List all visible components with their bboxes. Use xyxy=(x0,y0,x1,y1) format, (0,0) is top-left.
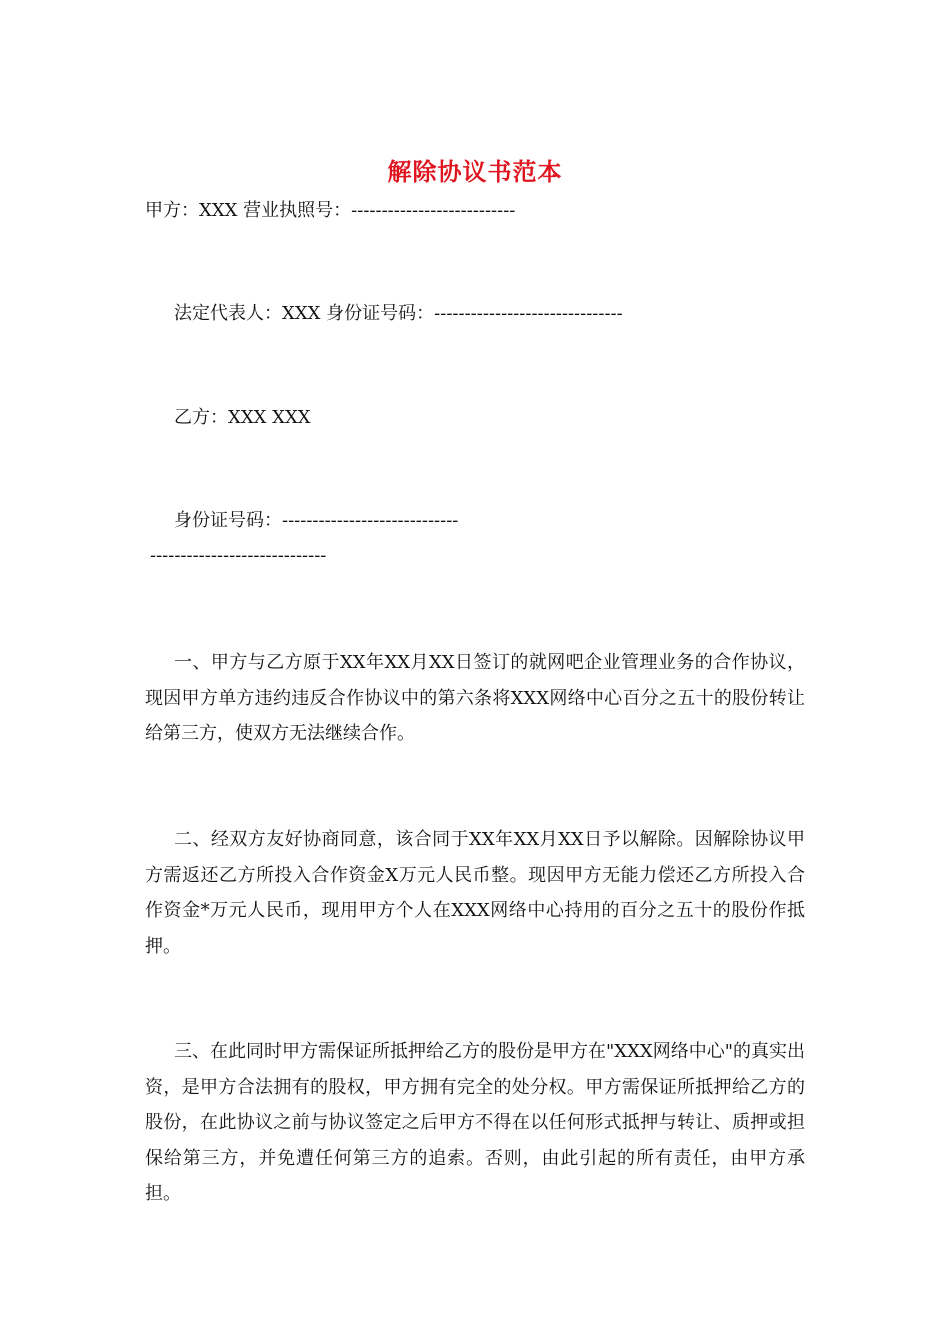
clause-2-paragraph: 二、经双方友好协商同意，该合同于XX年XX月XX日予以解除。因解除协议甲方需返还乙方所投入合作资金X万元人民币整。现因甲方无能力偿还乙方所投入合作资金*万元人民币，现用甲方个人在XXX网络中心持用的百分之五十的股份作抵押。 xyxy=(145,829,805,957)
document-title: 解除协议书范本 xyxy=(387,157,563,186)
id-number-continuation-line: ----------------------------- xyxy=(150,545,327,566)
party-b-line: 乙方：XXX XXX xyxy=(174,407,311,428)
clause-1-paragraph: 一、甲方与乙方原于XX年XX月XX日签订的就网吧企业管理业务的合作协议，现因甲方单方违约违反合作协议中的第六条将XXX网络中心百分之五十的股份转让给第三方，使双方无法继续合作。 xyxy=(145,652,805,744)
legal-representative-line: 法定代表人：XXX 身份证号码：------------------------------- xyxy=(174,303,623,324)
id-number-line: 身份证号码：----------------------------- xyxy=(174,510,459,531)
clause-3-paragraph: 三、在此同时甲方需保证所抵押给乙方的股份是甲方在"XXX网络中心"的真实出资，是甲方合法拥有的股权，甲方拥有完全的处分权。甲方需保证所抵押给乙方的股份，在此协议之前与协议签定之后甲方不得在以任何形式抵押与转让、质押或担保给第三方，并免遭任何第三方的追索。否则，由此引起的所有责任，由甲方承担。 xyxy=(145,1041,805,1204)
party-a-line: 甲方：XXX 营业执照号：--------------------------- xyxy=(145,200,516,221)
